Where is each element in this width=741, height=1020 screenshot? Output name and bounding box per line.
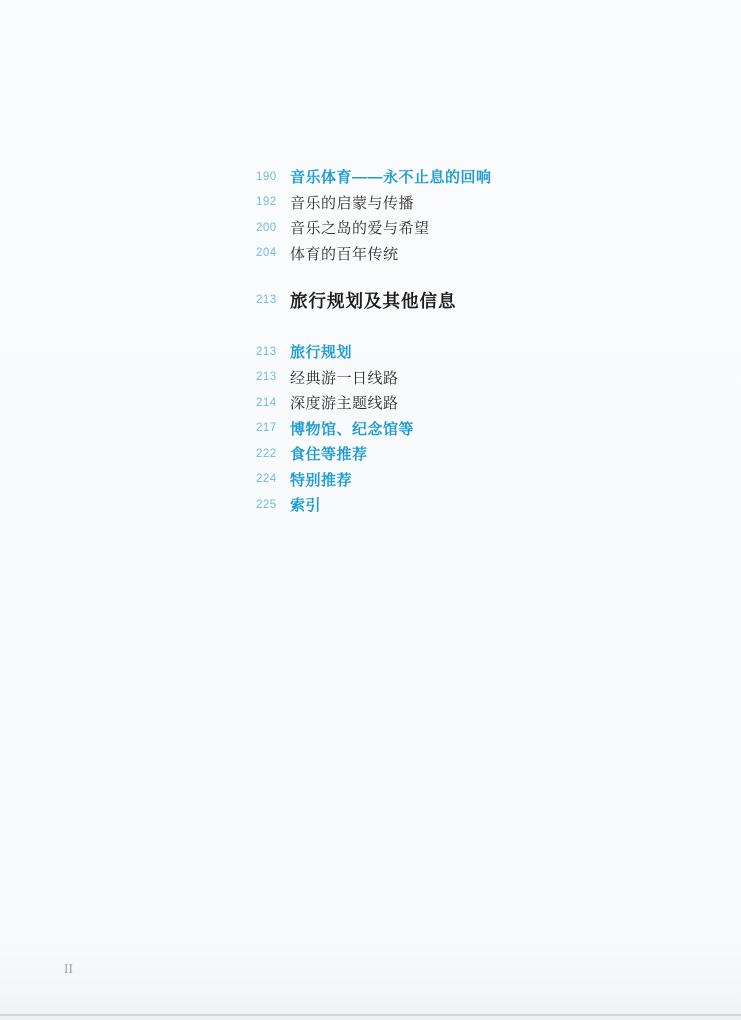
toc-section-heading (256, 285, 676, 315)
toc-page-number: 224 (256, 473, 277, 486)
toc-page-number: 225 (256, 498, 277, 511)
toc-page-number: 214 (256, 396, 277, 409)
toc-page-number: 213 (256, 294, 277, 306)
toc-page-number: 190 (256, 170, 277, 183)
toc-entry (256, 241, 676, 267)
toc-entry (256, 441, 676, 467)
toc-entry-title: 索引 (290, 497, 322, 515)
toc-entry-title: 旅行规划 (290, 344, 353, 362)
page-edge-shadow (0, 1014, 741, 1016)
toc-entry-title: 音乐的启蒙与传播 (290, 194, 415, 212)
table-of-contents (256, 164, 676, 518)
toc-page-number: 200 (256, 221, 277, 234)
toc-entry-title: 音乐之岛的爱与希望 (290, 220, 430, 238)
toc-page-number: 213 (256, 371, 277, 384)
toc-entry-title: 博物馆、纪念馆等 (290, 420, 415, 438)
toc-page-number: 204 (256, 247, 277, 260)
toc-entry (256, 365, 676, 391)
toc-entry-title: 深度游主题线路 (290, 395, 399, 413)
toc-page-number: 217 (256, 422, 277, 435)
toc-entry (256, 492, 676, 518)
page-folio: II (64, 961, 73, 976)
toc-entry-title: 音乐体育——永不止息的回响 (290, 169, 492, 187)
toc-entry (256, 416, 676, 442)
toc-entry (256, 467, 676, 493)
toc-entry-title: 体育的百年传统 (290, 245, 399, 263)
toc-page-number: 192 (256, 196, 277, 209)
toc-page-number: 222 (256, 447, 277, 460)
toc-section-title: 旅行规划及其他信息 (290, 290, 457, 311)
toc-page-number: 213 (256, 345, 277, 358)
toc-entry-title: 经典游一日线路 (290, 369, 399, 387)
toc-entry-title: 特别推荐 (290, 471, 353, 489)
toc-entry (256, 339, 676, 365)
toc-entry (256, 215, 676, 241)
toc-entry (256, 190, 676, 216)
toc-entry-title: 食住等推荐 (290, 446, 368, 464)
toc-entry (256, 390, 676, 416)
toc-entry (256, 164, 676, 190)
